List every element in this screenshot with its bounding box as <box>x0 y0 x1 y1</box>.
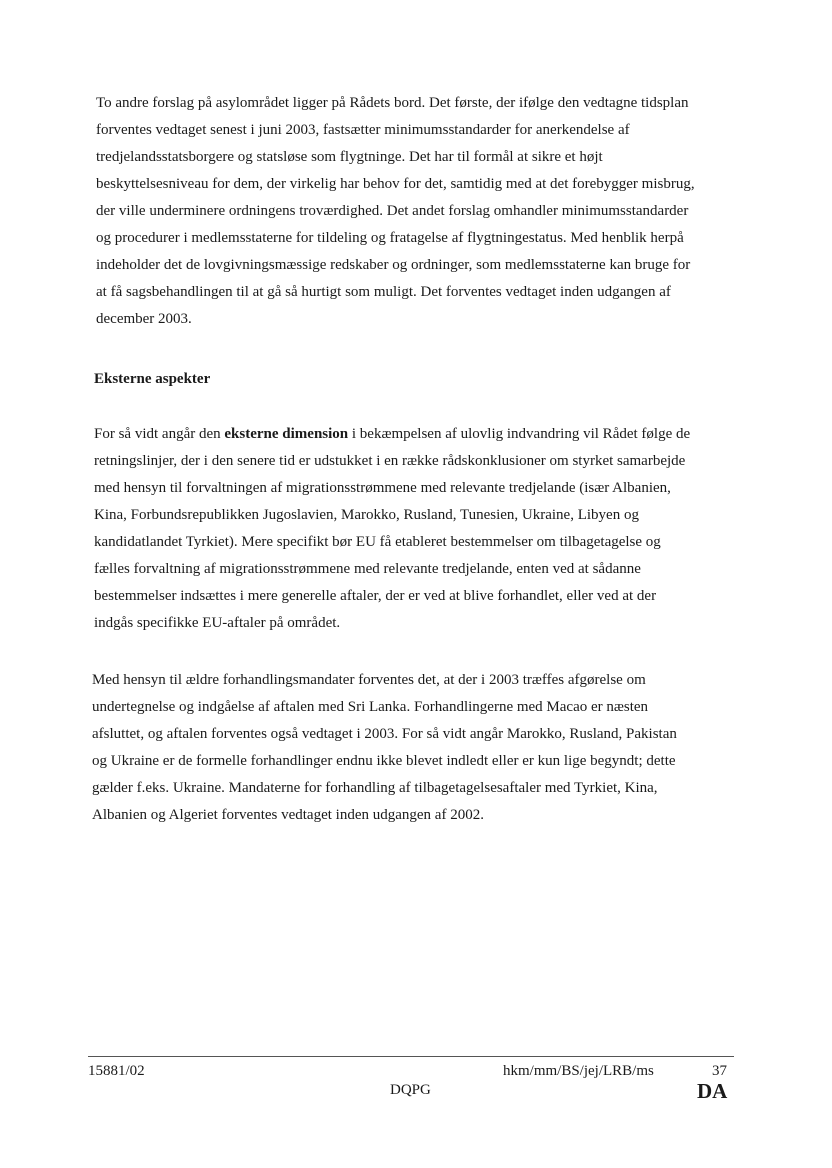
section-heading: Eksterne aspekter <box>94 371 211 387</box>
footer-initials: hkm/mm/BS/jej/LRB/ms <box>503 1063 654 1079</box>
footer-doc-number: 15881/02 <box>88 1063 145 1079</box>
footer-page-number: 37 <box>712 1063 727 1079</box>
text-run: i bekæmpelsen af ulovlig indvandring vil Rådet følge de <box>348 426 691 442</box>
text-line: fælles forvaltning af migrationsstrømmene med relevante tredjelande, enten ved at sådanne <box>94 561 641 577</box>
text-line: tredjelandsstatsborgere og statsløse som flygtninge. Det har til formål at sikre et højt <box>96 149 603 165</box>
text-line <box>94 421 690 448</box>
text-line: og procedurer i medlemsstaterne for tildeling og fratagelse af flygtningestatus. Med henblik herpå <box>96 230 684 246</box>
paragraph-asylum-proposals <box>96 90 695 333</box>
text-line: Kina, Forbundsrepublikken Jugoslavien, Marokko, Rusland, Tunesien, Ukraine, Libyen og <box>94 507 639 523</box>
text-line: der ville underminere ordningens troværdighed. Det andet forslag omhandler minimumsstandarder <box>96 203 689 219</box>
text-line: beskyttelsesniveau for dem, der virkelig har behov for det, samtidig med at det forebygger misbrug, <box>96 176 695 192</box>
text-line: december 2003. <box>96 311 192 327</box>
text-line: gælder f.eks. Ukraine. Mandaterne for forhandling af tilbagetagelsesaftaler med Tyrkiet, Kina, <box>92 780 658 796</box>
text-line: undertegnelse og indgåelse af aftalen med Sri Lanka. Forhandlingerne med Macao er næsten <box>92 699 649 715</box>
footer-department: DQPG <box>390 1082 431 1098</box>
text-line: med hensyn til forvaltningen af migrationsstrømmene med relevante tredjelande (især Albanien, <box>94 480 671 496</box>
text-line: forventes vedtaget senest i juni 2003, fastsætter minimumsstandarder for anerkendelse af <box>96 122 630 138</box>
text-line: retningslinjer, der i den senere tid er udstukket i en række rådskonklusioner om styrket samarbejde <box>94 453 686 469</box>
emphasis-text: eksterne dimension <box>224 426 349 442</box>
paragraph-external-dimension <box>94 421 690 637</box>
text-line: indgås specifikke EU-aftaler på området. <box>94 615 341 631</box>
text-line: og Ukraine er de formelle forhandlinger endnu ikke blevet indledt eller er kun lige begyndt; dette <box>92 753 676 769</box>
text-run: For så vidt angår den <box>94 426 225 442</box>
text-line: Albanien og Algeriet forventes vedtaget inden udgangen af 2002. <box>92 807 484 823</box>
footer-language-code: DA <box>697 1079 728 1103</box>
paragraph-negotiation-mandates <box>92 667 677 829</box>
text-line: bestemmelser indsættes i mere generelle aftaler, der er ved at blive forhandlet, eller ved at der <box>94 588 657 604</box>
text-line: afsluttet, og aftalen forventes også vedtaget i 2003. For så vidt angår Marokko, Rusland, Pakistan <box>92 726 677 742</box>
text-line: Med hensyn til ældre forhandlingsmandater forventes det, at der i 2003 træffes afgørelse om <box>92 672 646 688</box>
text-line: To andre forslag på asylområdet ligger på Rådets bord. Det første, der ifølge den vedtagne tidsplan <box>96 95 689 111</box>
text-line: at få sagsbehandlingen til at gå så hurtigt som muligt. Det forventes vedtaget inden udgangen af <box>96 284 671 300</box>
footer-divider <box>88 1056 734 1057</box>
text-line: indeholder det de lovgivningsmæssige redskaber og ordninger, som medlemsstaterne kan bruge for <box>96 257 691 273</box>
text-line: kandidatlandet Tyrkiet). Mere specifikt bør EU få etableret bestemmelser om tilbagetagelse og <box>94 534 661 550</box>
